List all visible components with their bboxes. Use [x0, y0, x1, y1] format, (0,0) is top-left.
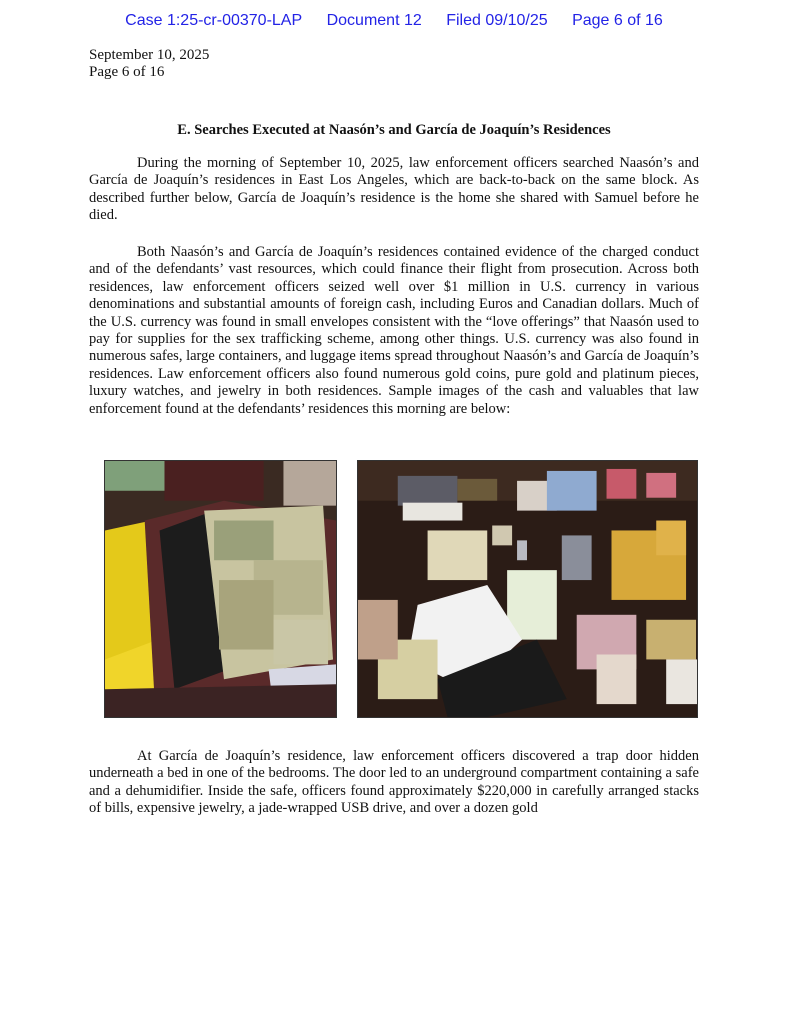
paragraph: Both Naasón’s and García de Joaquín’s residences contained evidence of the charged conduct and of the defendants’ vast resources, which could finance their flight from prosecution. Across both residences, law enforcement officers seized well over $1 million in U.S. currency in various denominations and substantial amounts of foreign cash, including Euros and Canadian dollars. Much of the U.S. currency was found in small envelopes consistent with the “love offerings” that Naasón used to pay for supplies for the sex trafficking scheme, among other things. U.S. currency was also found in numerous safes, large containers, and luggage items spread throughout Naasón’s and García de Joaquín’s residences. Law enforcement officers also found numerous gold coins, pure gold and platinum pieces, luxury watches, and jewelry in both residences. Sample images of the cash and valuables that law enforcement found at the defendants’ residences this morning are below: [89, 244, 699, 417]
paragraph: During the morning of September 10, 2025, law enforcement officers searched Naasón’s and García de Joaquín’s residences in East Los Angeles, which are back-to-back on the same block. As described further below, García de Joaquín’s residence is the home she shared with Samuel before he died. [89, 155, 699, 224]
page-stamp: Page 6 of 16 [572, 12, 663, 29]
photo-valuables-on-table-image [358, 461, 697, 717]
photo-cash-in-container-image [105, 461, 336, 717]
case-header [0, 12, 788, 30]
section-heading: E. Searches Executed at Naasón’s and García de Joaquín’s Residences [177, 122, 611, 138]
letter-meta [89, 47, 209, 81]
photo-valuables-on-table [357, 460, 698, 718]
filed-date: Filed 09/10/25 [446, 12, 548, 29]
letter-date: September 10, 2025 [89, 47, 210, 63]
paragraph: At García de Joaquín’s residence, law enforcement officers discovered a trap door hidden underneath a bed in one of the bedrooms. The door led to an underground compartment containing a safe and a dehumidifier. Inside the safe, officers found approximately $220,000 in carefully arranged stacks of bills, expensive jewelry, a jade-wrapped USB drive, and over a dozen gold [89, 748, 699, 817]
letter-page: Page 6 of 16 [89, 64, 165, 80]
case-number: Case 1:25-cr-00370-LAP [125, 12, 303, 29]
photo-cash-in-container [104, 460, 337, 718]
document-number: Document 12 [326, 12, 422, 29]
